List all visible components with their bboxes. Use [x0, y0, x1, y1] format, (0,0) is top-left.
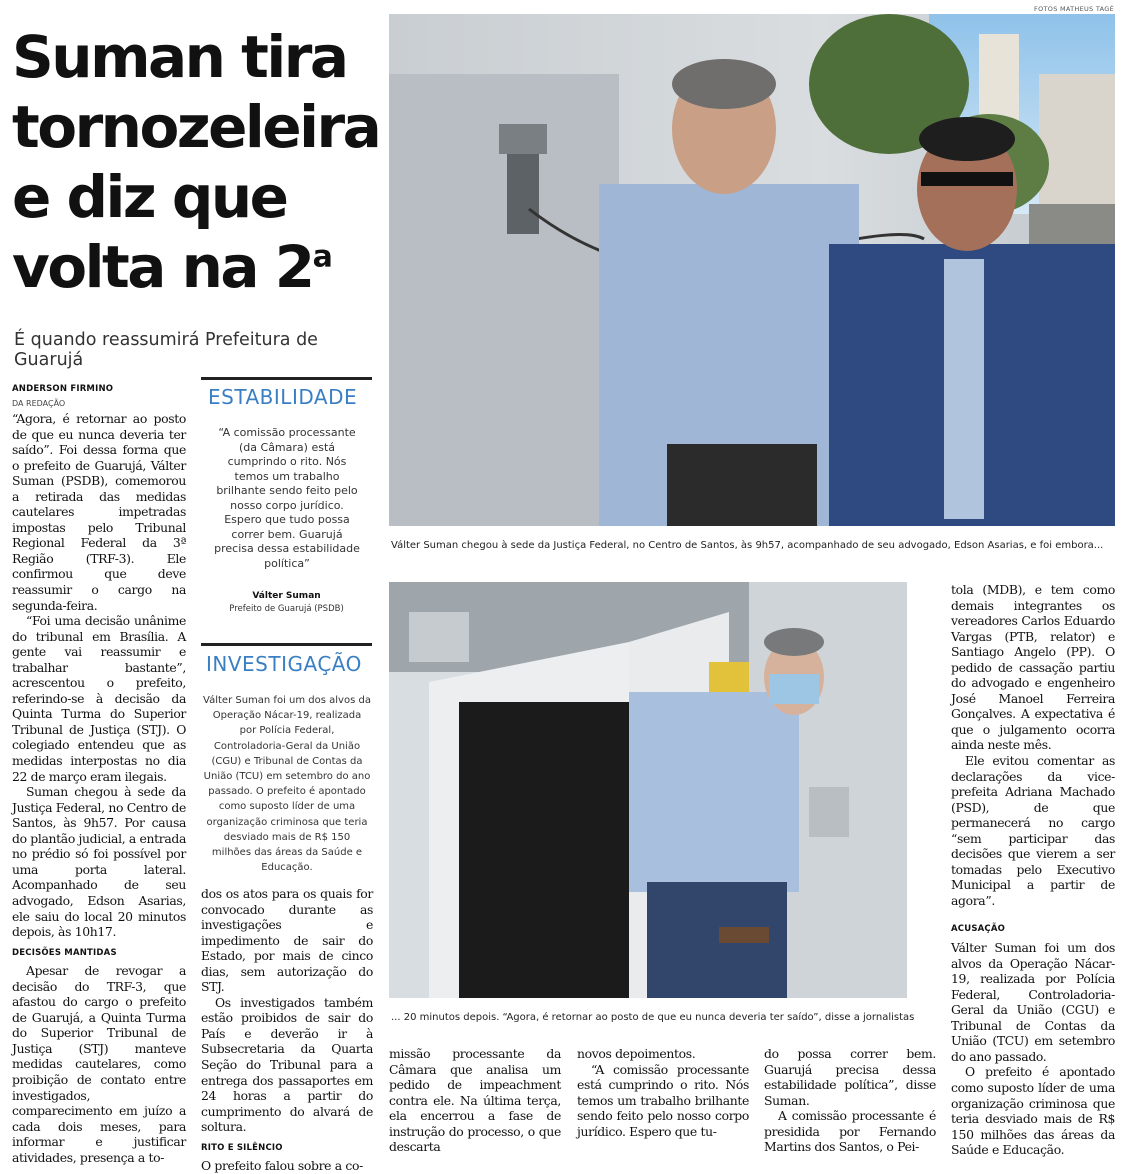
article-column-4 [577, 1046, 749, 1139]
photo-suman-leaving [389, 582, 907, 998]
photo-suman-phone [389, 14, 1115, 526]
paragraph: “Agora, é retornar ao posto de que eu nunca deveria ter saído”. Foi dessa forma que o prefeito de Guarujá, Válter Suman (PSDB), comemorou a retirada das medidas cautelares impetradas impostas pelo Tribunal Regional Federal da 3ª Região (TRF-3). Ele confirmou que deve reassumir o cargo na segunda-feira. [12, 411, 186, 613]
photo2-caption: ... 20 minutos depois. “Agora, é retornar ao posto de que eu nunca deveria ter saído”, disse a jornalistas [391, 1012, 915, 1023]
box-investigacao-rule [201, 643, 372, 646]
article-column-3 [389, 1046, 561, 1155]
paragraph: Ele evitou comentar as declarações da vice-prefeita Adriana Machado (PSD), de que permanecerá no cargo “sem participar das decisões que vierem a ser tomadas pelo Executivo Municipal a partir de agora”. [951, 753, 1115, 908]
subhead: É quando reassumirá Prefeitura de Guarujá [14, 330, 318, 370]
headline [12, 22, 387, 302]
paragraph: O prefeito é apontado como suposto líder de uma organização criminosa que teria desviado mais de R$ 150 milhões das áreas da Saúde e Educação. [951, 1064, 1115, 1158]
box-estabilidade-author: Válter Suman [252, 591, 321, 601]
photo-suman-leaving-image [389, 582, 907, 998]
subheading-rito: RITO E SILÊNCIO [201, 1142, 283, 1153]
paragraph: tola (MDB), e tem como demais integrantes os vereadores Carlos Eduardo Vargas (PTB, relator) e Santiago Angelo (PP). O pedido de cassação partiu do advogado e engenheiro José Manoel Ferreira Gonçalves. A expectativa é que o julgamento ocorra ainda neste mês. [951, 582, 1115, 753]
headline-line-3: e diz que [12, 163, 287, 231]
headline-line-4 [12, 232, 387, 302]
photo-suman-phone-image [389, 14, 1115, 526]
paragraph: Válter Suman foi um dos alvos da Operação Nácar-19, realizada por Polícia Federal, Controladoria-Geral da União (CGU) e Tribunal de Contas da União (TCU) em setembro do ano passado. [951, 940, 1115, 1064]
article-column-1 [12, 411, 186, 1165]
box-investigacao-text: Válter Suman foi um dos alvos da Operação Nácar-19, realizada por Polícia Federal, Controladoria-Geral da União (CGU) e Tribunal de Contas da União (TCU) em setembro do ano passado. O prefeito é apontado como suposto líder de uma organização criminosa que teria desviado mais de R$ 150 milhões das áreas da Saúde e Educação. [203, 695, 371, 874]
paragraph: Suman chegou à sede da Justiça Federal, no Centro de Santos, às 9h57. Por causa do plantão judicial, a entrada no prédio só foi possível por uma porta lateral. Acompanhado de seu advogado, Edson Asarias, ele saiu do local 20 minutos depois, às 10h17. [12, 784, 186, 940]
headline-line-4-text: volta na 2 [12, 233, 313, 301]
paragraph: “A comissão processante está cumprindo o rito. Nós temos um trabalho brilhante sendo feito pelo nosso corpo jurídico. Espero que tu- [577, 1061, 749, 1139]
headline-line-1: Suman tira [12, 23, 347, 91]
article-column-6 [951, 582, 1115, 1158]
paragraph: missão processante da Câmara que analisa um pedido de impeachment contra ele. Na última terça, ela encerrou a fase de instrução do processo, o que descarta [389, 1046, 561, 1155]
subheading-acusacao: ACUSAÇÃO [951, 924, 1006, 935]
paragraph: Os investigados também estão proibidos de sair do País e deverão ir à Subsecretaria da Quarta Seção do Tribunal para a entrega dos passaportes em 24 horas a partir do cumprimento do alvará de soltura. [201, 994, 373, 1135]
byline-author: ANDERSON FIRMINO [12, 384, 114, 394]
article-column-5 [764, 1046, 936, 1155]
paragraph: do possa correr bem. Guarujá precisa dessa estabilidade política”, disse Suman. [764, 1046, 936, 1108]
photo1-caption: Válter Suman chegou à sede da Justiça Federal, no Centro de Santos, às 9h57, acompanhado de seu advogado, Edson Asarias, e foi embora... [391, 540, 1104, 551]
paragraph: A comissão processante é presidida por Fernando Martins dos Santos, o Pei- [764, 1108, 936, 1155]
box-investigacao-title: INVESTIGAÇÃO [206, 652, 362, 676]
photo-credit: FOTOS MATHEUS TAGÉ [1034, 5, 1114, 13]
subheading-decisoes: DECISÕES MANTIDAS [12, 947, 117, 958]
box-estabilidade-title: ESTABILIDADE [208, 385, 358, 409]
paragraph: “Foi uma decisão unânime do tribunal em Brasília. A gente vai reassumir e trabalhar bastante”, acrescentou o prefeito, referindo-se à decisão da Quinta Turma do Superior Tribunal de Justiça (STJ). O colegiado entendeu que as medidas interpostas no dia 22 de março eram ilegais. [12, 613, 186, 784]
headline-superscript: a [312, 239, 331, 275]
headline-line-2: tornozeleira [12, 93, 380, 161]
paragraph: dos os atos para os quais for convocado durante as investigações e impedimento de sair do Estado, por mais de cinco dias, sem autorização do STJ. [201, 886, 373, 995]
box-estabilidade-quote: “A comissão processante (da Câmara) está cumprindo o rito. Nós temos um trabalho brilhante sendo feito pelo nosso corpo jurídico. Espero que tudo possa correr bem. Guarujá precisa dessa estabilidade política” [214, 426, 360, 570]
byline-desk: DA REDAÇÃO [12, 399, 66, 408]
box-estabilidade-role: Prefeito de Guarujá (PSDB) [229, 604, 344, 614]
paragraph: Apesar de revogar a decisão do TRF-3, que afastou do cargo o prefeito de Guarujá, a Quinta Turma do Superior Tribunal de Justiça (STJ) manteve medidas cautelares, como proibição de contato entre investigados, comparecimento em juízo a cada dois meses, para informar e justificar atividades, presença a to- [12, 963, 186, 1165]
box-estabilidade-rule [201, 377, 372, 380]
paragraph: novos depoimentos. [577, 1046, 696, 1061]
article-column-2 [201, 886, 373, 1174]
paragraph: O prefeito falou sobre a co- [201, 1158, 363, 1174]
